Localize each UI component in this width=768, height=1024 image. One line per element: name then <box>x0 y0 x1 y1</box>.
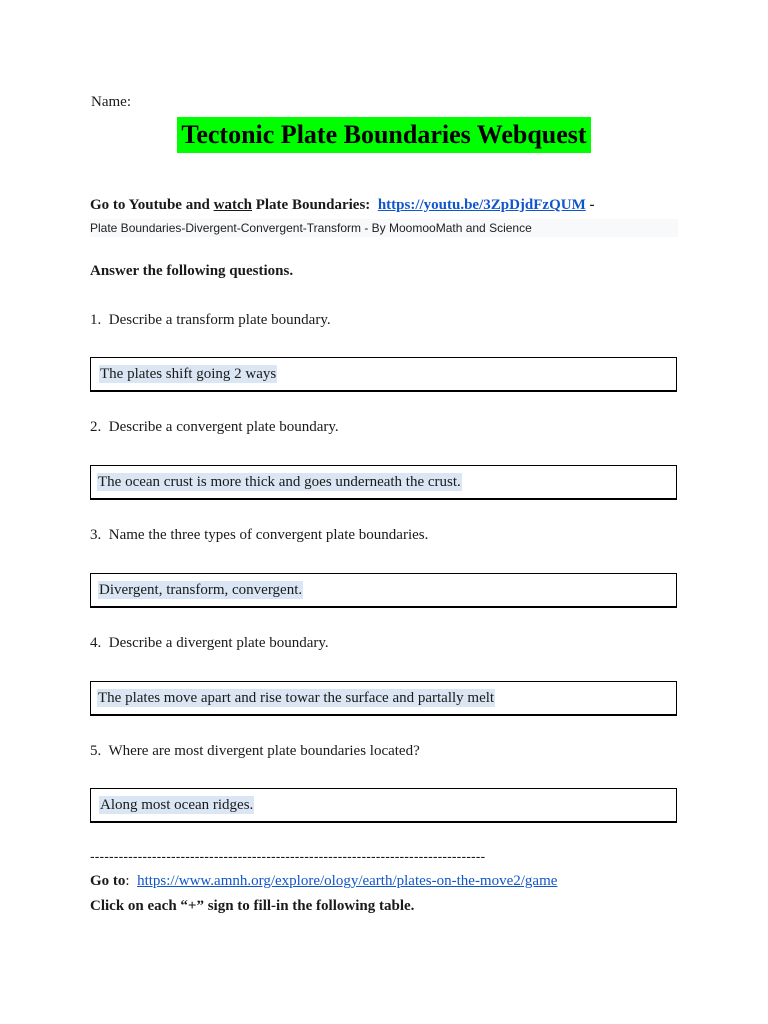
goto-colon: : <box>125 873 138 889</box>
question-number: 1. <box>90 312 102 328</box>
question-text: Name the three types of convergent plate boundaries. <box>108 527 429 543</box>
answer-text: Divergent, transform, convergent. <box>99 582 303 598</box>
answer-text: Along most ocean ridges. <box>100 797 254 813</box>
instruction-watch-word: watch <box>213 197 252 213</box>
name-label: Name: <box>91 94 131 110</box>
click-instruction: Click on each “+” sign to fill-in the following table. <box>90 898 415 914</box>
question-text: Describe a divergent plate boundary. <box>108 635 329 651</box>
answer-box-1[interactable] <box>90 357 677 392</box>
answer-text: The ocean crust is more thick and goes underneath the crust. <box>98 474 461 490</box>
question-number: 3. <box>90 527 102 543</box>
instruction-suffix: - <box>585 197 595 213</box>
answer-heading: Answer the following questions. <box>90 263 294 279</box>
video-instruction <box>90 197 595 214</box>
amnh-game-link[interactable]: https://www.amnh.org/explore/ology/earth/plates-on-the-move2/game <box>137 873 558 889</box>
question-text: Describe a convergent plate boundary. <box>108 419 339 435</box>
question-5 <box>90 743 420 760</box>
answer-text: The plates shift going 2 ways <box>100 366 277 382</box>
question-3 <box>90 527 428 544</box>
question-number: 5. <box>90 743 102 759</box>
question-text: Where are most divergent plate boundaries located? <box>108 743 420 759</box>
instruction-middle: Plate Boundaries: <box>251 197 371 213</box>
page-title: Tectonic Plate Boundaries Webquest <box>177 117 590 153</box>
title-wrapper <box>0 117 768 153</box>
question-2 <box>90 419 339 436</box>
question-number: 4. <box>90 635 102 651</box>
question-4 <box>90 635 329 652</box>
answer-box-4[interactable] <box>90 681 677 716</box>
game-goto-line <box>90 873 557 890</box>
divider-line: ----------------------------------------------------------------------------------- <box>90 848 486 864</box>
instruction-prefix: Go to Youtube and <box>90 197 214 213</box>
question-number: 2. <box>90 419 102 435</box>
answer-box-2[interactable] <box>90 465 677 500</box>
goto-label: Go to <box>90 873 126 889</box>
video-title: Plate Boundaries-Divergent-Convergent-Transform - By MoomooMath and Science <box>90 219 678 237</box>
answer-box-5[interactable] <box>90 788 677 823</box>
answer-text: The plates move apart and rise towar the surface and partally melt <box>98 690 495 706</box>
answer-box-3[interactable] <box>90 573 677 608</box>
question-text: Describe a transform plate boundary. <box>108 312 331 328</box>
youtube-link[interactable]: https://youtu.be/3ZpDjdFzQUM <box>377 197 586 213</box>
question-1 <box>90 312 331 329</box>
